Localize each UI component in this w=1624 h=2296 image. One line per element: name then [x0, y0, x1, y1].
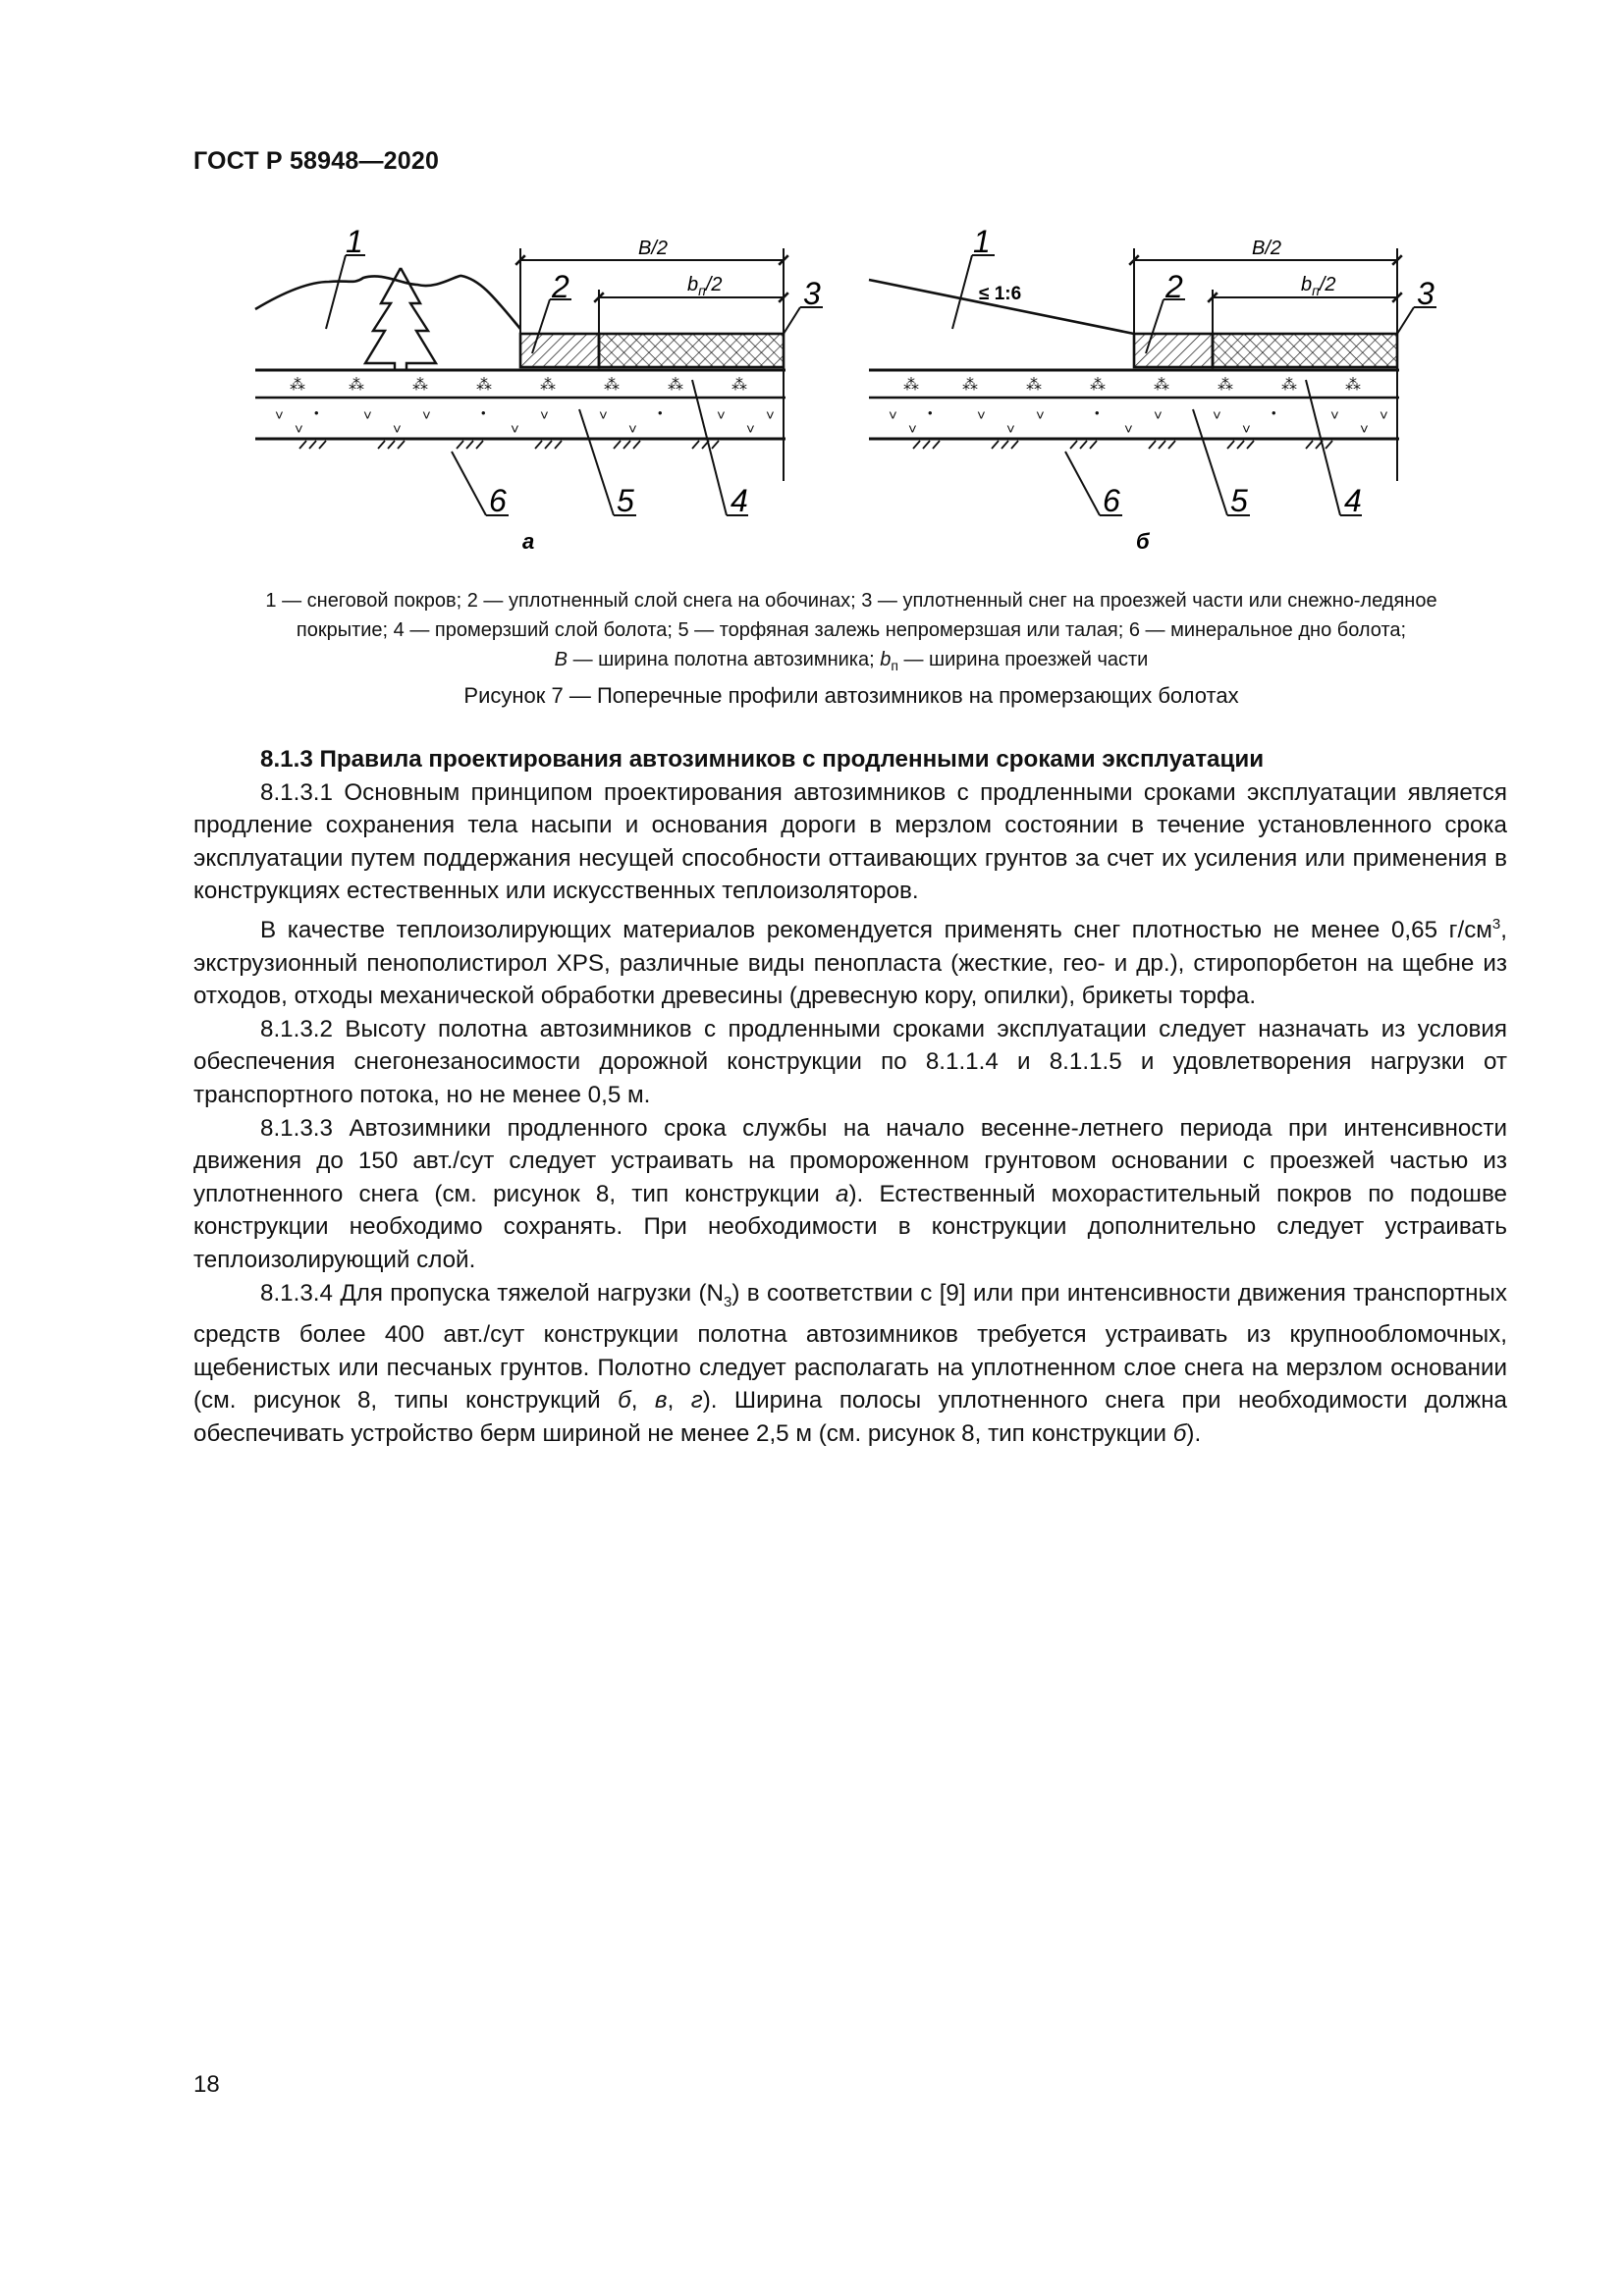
paragraph-8-1-3-4: 8.1.3.4 Для пропуска тяжелой нагрузки $(N_3)$ в соответствии с [9] или при интенсивности движения транспортных средств более 400 авт./сут конструкции полотна автозимников требуется устраивать из крупнообломочных, щебенистых или песчаных грунтов. Полотно следует располагать на уплотненном слое снега на мерзлом основании (см. рисунок 8, типы конструкций б, в, г). Ширина полосы уплотненного снега при необходимости должна обеспечивать устройство берм шириной не менее 2,5 м (см. рисунок 8, тип конструкции б). — [193, 1279, 1507, 1447]
svg-text:˅: ˅ — [1242, 421, 1251, 438]
svg-text:˅: ˅ — [628, 421, 637, 438]
legend-line-2: покрытие; 4 — промерзший слой болота; 5 — торфяная залежь непромерзшая или талая; 6 — минеральное дно болота; — [296, 619, 1407, 641]
svg-text:⁂: ⁂ — [604, 377, 620, 394]
callout-5-b: 5 — [1230, 483, 1248, 518]
svg-text:•: • — [481, 405, 486, 420]
section-heading: 8.1.3 Правила проектирования автозимников с продленными сроками эксплуатации — [260, 746, 1265, 773]
svg-text:⁂: ⁂ — [903, 377, 919, 394]
callout-3-a: 3 — [803, 276, 821, 311]
svg-text:˅: ˅ — [1330, 407, 1339, 424]
svg-text:˅: ˅ — [717, 407, 726, 424]
svg-text:⁂: ⁂ — [412, 377, 428, 394]
figure-caption: Рисунок 7 — Поперечные профили автозимников на промерзающих болотах — [463, 683, 1239, 708]
svg-text:˅: ˅ — [977, 407, 986, 424]
legend-line-3: B — ширина полотна автозимника; $b_п$ — ширина проезжей части — [554, 649, 1149, 673]
svg-text:⁂: ⁂ — [1345, 377, 1361, 394]
paragraph-8-1-3-1: 8.1.3.1 Основным принципом проектирования автозимников с продленными сроками эксплуатации является продление сохранения тела насыпи и основания дороги в мерзлом состоянии в течение установленного срока эксплуатации путем поддержания несущей способности оттаивающих грунтов за счет их усиления или применения в конструкциях естественных или искусственных теплоизоляторов. — [193, 778, 1507, 905]
callout-1-a: 1 — [346, 224, 363, 259]
svg-text:•: • — [1272, 405, 1276, 420]
legend-line-1: 1 — снеговой покров; 2 — уплотненный слой снега на обочинах; 3 — уплотненный снег на проезжей части или снежно-ледяное — [265, 590, 1437, 612]
svg-text:˅: ˅ — [1006, 421, 1015, 438]
page-number: 18 — [193, 2071, 220, 2098]
document-header: ГОСТ Р 58948—2020 — [193, 147, 440, 175]
figure-legend — [193, 586, 1509, 680]
svg-text:•: • — [314, 405, 319, 420]
svg-text:˅: ˅ — [393, 421, 402, 438]
svg-text:˅: ˅ — [889, 407, 897, 424]
callout-4-a: 4 — [731, 483, 748, 518]
dim-b-half-a: B/2 — [638, 238, 669, 259]
svg-text:˅: ˅ — [1360, 421, 1369, 438]
svg-text:˅: ˅ — [908, 421, 917, 438]
dim-b-half-b: B/2 — [1252, 238, 1282, 259]
callout-5-a: 5 — [617, 483, 634, 518]
slope-label: ≤ 1:6 — [979, 284, 1022, 304]
svg-text:⁂: ⁂ — [1281, 377, 1297, 394]
svg-text:•: • — [658, 405, 663, 420]
svg-text:⁂: ⁂ — [962, 377, 978, 394]
paragraph-8-1-3-3: 8.1.3.3 Автозимники продленного срока службы на начало весенне-летнего периода при интенсивности движения до 150 авт./сут следует устраивать на промороженном грунтовом основании с проезжей частью из уплотненного снега (см. рисунок 8, тип конструкции а). Естественный мохорастительный покров по подошве конструкции необходимо сохранять. При необходимости в конструкции дополнительно следует устраивать теплоизолирующий слой. — [193, 1114, 1507, 1273]
svg-text:•: • — [928, 405, 933, 420]
panel-label-a: а — [522, 529, 535, 554]
svg-text:˅: ˅ — [766, 407, 775, 424]
callout-6-a: 6 — [489, 483, 507, 518]
svg-text:˅: ˅ — [540, 407, 549, 424]
paragraph-8-1-3-2: 8.1.3.2 Высоту полотна автозимников с продленными сроками эксплуатации следует назначать из условия обеспечения снегонезаносимости дорожной конструкции по 8.1.1.4 и 8.1.1.5 и удовлетворения нагрузки от транспортного потока, но не менее 0,5 м. — [193, 1015, 1507, 1108]
svg-text:⁂: ⁂ — [290, 377, 305, 394]
svg-text:˅: ˅ — [295, 421, 303, 438]
figure-7-cross-sections — [245, 221, 1522, 574]
svg-text:˅: ˅ — [1036, 407, 1045, 424]
dim-bp-half-a: $b_п/2$ — [687, 274, 723, 298]
svg-text:˅: ˅ — [511, 421, 519, 438]
callout-2-a: 2 — [552, 269, 569, 304]
svg-text:˅: ˅ — [1213, 407, 1221, 424]
svg-text:˅: ˅ — [1154, 407, 1163, 424]
svg-text:˅: ˅ — [422, 407, 431, 424]
callout-2-b: 2 — [1165, 269, 1183, 304]
panel-label-b: б — [1136, 529, 1150, 554]
svg-text:•: • — [1095, 405, 1100, 420]
svg-text:⁂: ⁂ — [1154, 377, 1169, 394]
section-body — [193, 743, 1507, 1450]
svg-text:˅: ˅ — [275, 407, 284, 424]
panel-b-diagram — [869, 224, 1436, 554]
callout-1-b: 1 — [973, 224, 991, 259]
paragraph-insulation-materials: В качестве теплоизолирующих материалов рекомендуется применять снег плотностью не менее 0,65 $г/см^3$, экструзионный пенополистирол XPS, различные виды пенопласта (жесткие, гео- и др.), стиропорбетон на щебне из отходов, отходы механической обработки древесины (древесную кору, опилки), брикеты торфа. — [193, 915, 1507, 1010]
callout-4-b: 4 — [1344, 483, 1362, 518]
svg-text:⁂: ⁂ — [668, 377, 683, 394]
svg-text:⁂: ⁂ — [731, 377, 747, 394]
svg-text:˅: ˅ — [363, 407, 372, 424]
svg-text:⁂: ⁂ — [540, 377, 556, 394]
panel-a-diagram — [255, 224, 823, 554]
svg-text:⁂: ⁂ — [349, 377, 364, 394]
callout-6-b: 6 — [1103, 483, 1120, 518]
svg-text:⁂: ⁂ — [1026, 377, 1042, 394]
svg-text:˅: ˅ — [746, 421, 755, 438]
callout-3-b: 3 — [1417, 276, 1435, 311]
svg-text:˅: ˅ — [599, 407, 608, 424]
dim-bp-half-b: $b_п/2$ — [1301, 274, 1336, 298]
svg-text:⁂: ⁂ — [476, 377, 492, 394]
svg-text:˅: ˅ — [1124, 421, 1133, 438]
svg-text:⁂: ⁂ — [1218, 377, 1233, 394]
svg-text:⁂: ⁂ — [1090, 377, 1106, 394]
svg-text:˅: ˅ — [1380, 407, 1388, 424]
